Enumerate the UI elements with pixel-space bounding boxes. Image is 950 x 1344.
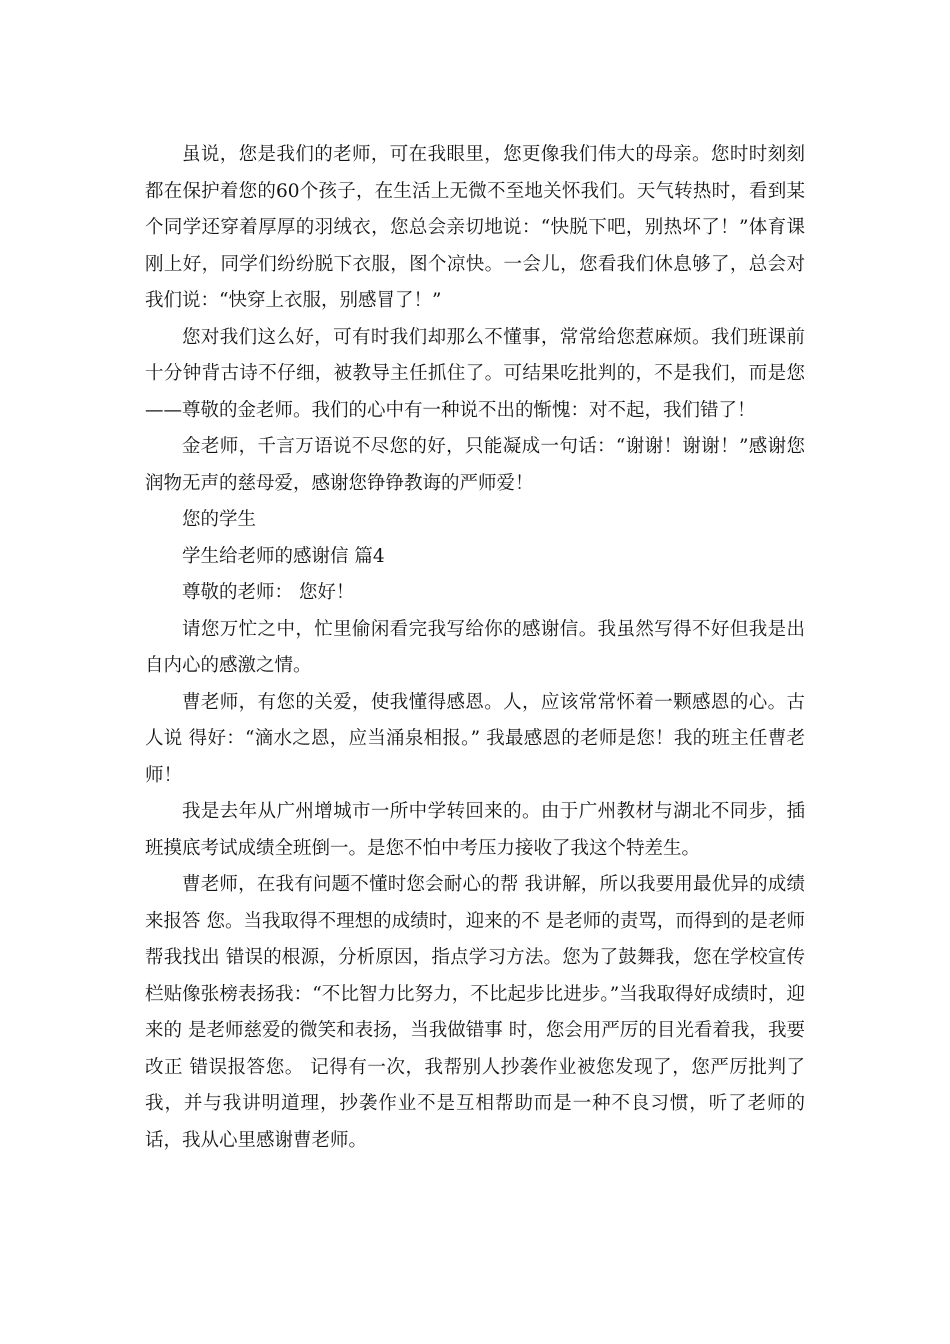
section-title: 学生给老师的感谢信 篇4 [182,545,385,567]
paragraph-3: 金老师，千言万语说不尽您的好，只能凝成一句话：“谢谢！谢谢！”感谢您润物无声的慈母爱，感谢您铮铮教诲的严师爱！ [145,436,805,494]
paragraph-6: 我是去年从广州增城市一所中学转回来的。由于广州教材与湖北不同步，插班摸底考试成绩全班倒一。是您不怕中考压力接收了我这个特差生。 [145,801,805,859]
signature-line: 您的学生 [182,509,257,530]
paragraph-2: 您对我们这么好，可有时我们却那么不懂事，常常给您惹麻烦。我们班课前十分钟背古诗不仔细，被教导主任抓住了。可结果吃批判的，不是我们，而是您——尊敬的金老师。我们的心中有一种说不出的惭愧：对不起，我们错了！ [145,326,805,421]
paragraph-7: 曹老师，在我有问题不懂时您会耐心的帮 我讲解，所以我要用最优异的成绩来报答 您。当我取得不理想的成绩时，迎来的不 是老师的责骂，而得到的是老师帮我找出 错误的根源，分析原因，指点学习方法。您为了鼓舞我，您在学校宣传栏贴像张榜表扬我：“不比智力比努力，不比起步比进步。”当我取得好成绩时，迎来的 是老师慈爱的微笑和表扬，当我做错事 时，您会用严厉的目光看着我，我要改正 错误报答您。 记得有一次，我帮别人抄袭作业被您发现了，您严厉批判了我，并与我讲明道理，抄袭作业不是互相帮助而是一种不良习惯，听了老师的话，我从心里感谢曹老师。 [145,874,805,1151]
paragraph-5: 曹老师，有您的关爱，使我懂得感恩。人，应该常常怀着一颗感恩的心。古人说 得好：“滴水之恩，应当涌泉相报。” 我最感恩的老师是您！我的班主任曹老师！ [145,691,805,786]
letter-body [145,137,805,1159]
paragraph-1: 虽说，您是我们的老师，可在我眼里，您更像我们伟大的母亲。您时时刻刻都在保护着您的60个孩子，在生活上无微不至地关怀我们。天气转热时，看到某个同学还穿着厚厚的羽绒衣，您总会亲切地说：“快脱下吧，别热坏了！”体育课刚上好，同学们纷纷脱下衣服，图个凉快。一会儿，您看我们休息够了，总会对我们说：“快穿上衣服，别感冒了！” [145,144,805,311]
paragraph-4: 请您万忙之中，忙里偷闲看完我写给你的感谢信。我虽然写得不好但我是出自内心的感激之情。 [145,618,805,676]
salutation: 尊敬的老师： 您好！ [182,582,355,603]
